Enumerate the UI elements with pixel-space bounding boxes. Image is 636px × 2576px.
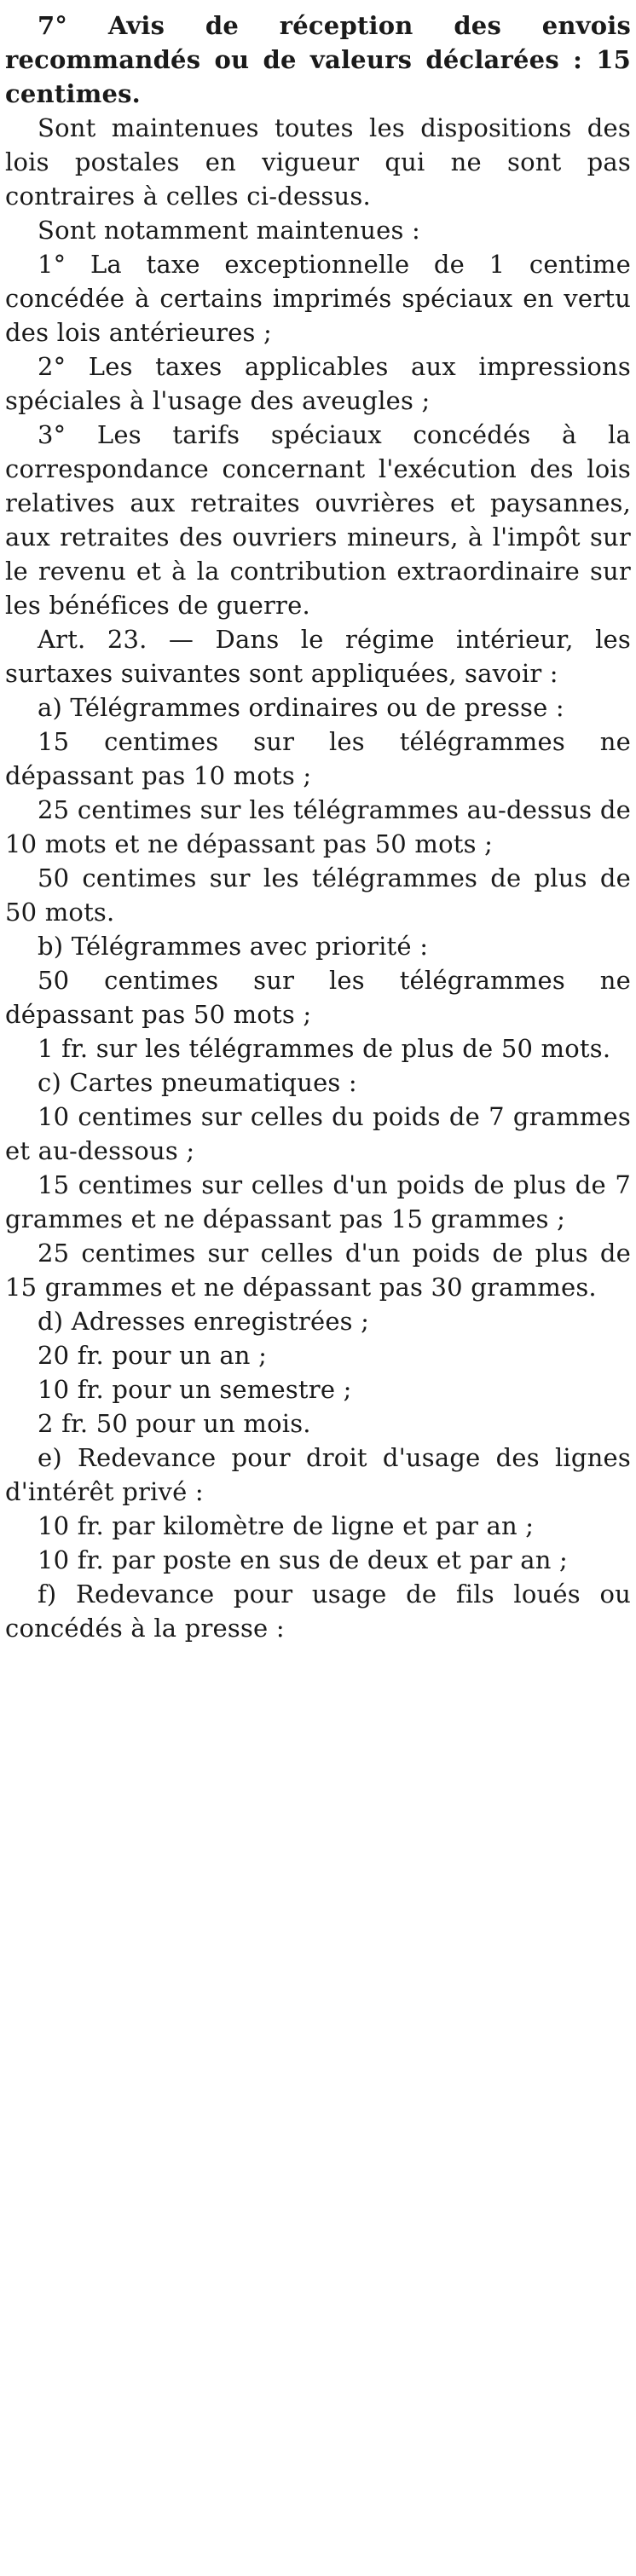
section-e-line-2: 10 fr. par poste en sus de deux et par an ; [38,1545,569,1574]
paragraph-maintenues: Sont notamment maintenues : [38,216,421,245]
section-e-heading: e) Redevance pour droit d'usage des lignes d'intérêt privé : [5,1443,631,1506]
section-b-line-2: 1 fr. sur les télégrammes de plus de 50 mots. [38,1034,611,1063]
section-f-heading: f) Redevance pour usage de fils loués ou concédés à la presse : [5,1580,631,1643]
paragraph-dispositions: Sont maintenues toutes les dispositions des lois postales en vigueur qui ne sont pas contraires à celles ci-dessus. [5,113,631,211]
section-b-heading: b) Télégrammes avec priorité : [38,932,429,961]
item-aveugles: 2° Les taxes applicables aux impressions spéciales à l'usage des aveugles ; [5,352,631,415]
section-c-heading: c) Cartes pneumatiques : [38,1068,357,1097]
section-c-line-3: 25 centimes sur celles d'un poids de plus de 15 grammes et ne dépassant pas 30 grammes. [5,1239,631,1302]
item-tarifs-speciaux: 3° Les tarifs spéciaux concédés à la correspondance concernant l'exécution des lois relatives aux retraites ouvrières et paysannes, aux retraites des ouvriers mineurs, à l'impôt sur le revenu et à la contribution extraordinaire sur les bénéfices de guerre. [5,420,631,620]
section-b-line-1: 50 centimes sur les télégrammes ne dépassant pas 50 mots ; [5,966,631,1029]
article-23-heading: Art. 23. — Dans le régime intérieur, les surtaxes suivantes sont appliquées, savoir : [5,625,631,688]
section-d-heading: d) Adresses enregistrées ; [38,1307,370,1336]
section-a-line-1: 15 centimes sur les télégrammes ne dépassant pas 10 mots ; [5,727,631,790]
section-a-heading: a) Télégrammes ordinaires ou de presse : [38,693,564,722]
item-taxe-exceptionnelle: 1° La taxe exceptionnelle de 1 centime concédée à certains imprimés spéciaux en vertu des lois antérieures ; [5,250,631,347]
section-e-line-1: 10 fr. par kilomètre de ligne et par an ; [38,1511,535,1540]
section-a-line-3: 50 centimes sur les télégrammes de plus de 50 mots. [5,863,631,927]
section-d-line-1: 20 fr. pour un an ; [38,1341,268,1370]
section-c-line-1: 10 centimes sur celles du poids de 7 grammes et au-dessous ; [5,1102,631,1165]
section-c-line-2: 15 centimes sur celles d'un poids de plus de 7 grammes et ne dépassant pas 15 grammes ; [5,1170,631,1233]
section-d-line-2: 10 fr. pour un semestre ; [38,1375,352,1404]
section-d-line-3: 2 fr. 50 pour un mois. [38,1409,311,1438]
item-avis-reception: 7° Avis de réception des envois recommandés ou de valeurs déclarées : 15 centimes. [5,11,631,108]
section-a-line-2: 25 centimes sur les télégrammes au-dessus de 10 mots et ne dépassant pas 50 mots ; [5,795,631,858]
